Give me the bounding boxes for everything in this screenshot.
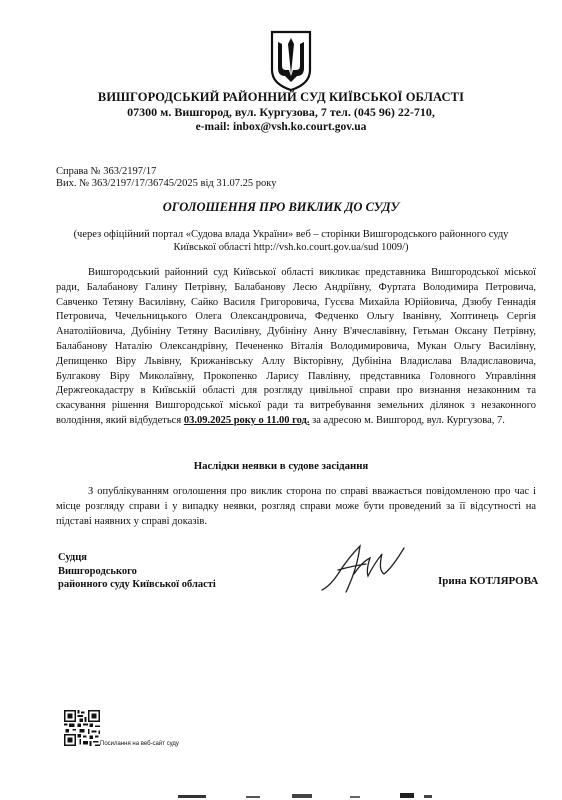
judge-title-line1: Судця xyxy=(58,552,87,563)
judge-name: Ірина КОТЛЯРОВА xyxy=(438,575,539,587)
scan-edge-marks xyxy=(0,790,562,800)
court-name: ВИШГОРОДСЬКИЙ РАЙОННИЙ СУД КИЇВСЬКОЇ ОБЛАСТІ xyxy=(97,90,465,104)
portal-note: (через офіційний портал «Судова влада України» веб – сторінки Вишгородського районного суду Київської області http://vsh.ko.court.gov.ua/sud 1009/) xyxy=(73,229,509,253)
judge-title-line3: районного суду Київської області xyxy=(58,579,216,590)
consequences-title: Наслідки неявки в судове засідання xyxy=(193,460,369,472)
trident-coat-of-arms-icon xyxy=(269,30,313,92)
handwritten-signature-icon xyxy=(318,540,408,595)
judge-title-line2: Вишгородського xyxy=(58,565,137,577)
judge-title xyxy=(58,551,216,592)
court-address: 07300 м. Вишгород, вул. Кургузова, 7 тел. (045 96) 22-710, xyxy=(127,105,435,119)
notice-body-tail: за адресою м. Вишгород, вул. Кургузова, 7. xyxy=(309,414,505,426)
outgoing-number: Вих. № 363/2197/17/36745/2025 від 31.07.25 року xyxy=(56,178,277,189)
hearing-datetime: 03.09.2025 року о 11.00 год. xyxy=(183,414,310,426)
email-link[interactable]: e-mail: inbox@vsh.ko.court.gov.ua xyxy=(195,121,367,133)
notice-body xyxy=(56,266,536,429)
consequences-text: З опублікуванням оголошення про виклик сторона по справі вважається повідомленою про час і місце розгляду справи і у випадку неявки, розгляд справи може бути проведений за її відсутності на підставі наявних у справі доказів. xyxy=(56,486,536,527)
qr-caption: Посилання на веб-сайт суду xyxy=(100,741,179,747)
notice-title: ОГОЛОШЕННЯ ПРО ВИКЛИК ДО СУДУ xyxy=(162,200,400,214)
notice-body-main: Вишгородський районний суд Київської області викликає представника Вишгородської міської ради, Балабанову Галину Петрівну, Балабанову Лесю Андріївну, Фуртата Володимира Петровича, Савченко Тетяну Василівну, Сайко Василя Григоровича, Гусєва Михайла Юрійовича, Дзюбу Геннадія Петровича, Чечельницького Олега Олександровича, Федченко Ольгу Іванівну, Хоптинець Сергія Анатолійовича, Дубініну Тетяну Василівну, Дубініну Анну В'ячеславівну, Гетьман Оксану Петрівну, Балабанову Наталію Олександрівну, Печененко Віталія Володимировича, Мукан Ольгу Василівну, Депищенко Віру Львівну, Крижанівську Аллу Вікторівну, Дубініна Владислава Владиславовича, Булгакову Віру Миколаївну, Прокопенко Ларису Павлівну, представника Головного Управління Держгеокадастру в Київській області для розгляду цивільної справи про визнання незаконним та скасування рішення Вишгородської міської ради та витребування земельних ділянок з незаконного володіння, який відбудеться xyxy=(56,267,536,426)
case-number: Справа № 363/2197/17 xyxy=(56,166,157,177)
qr-code-icon[interactable] xyxy=(64,710,100,746)
court-email xyxy=(0,121,562,133)
